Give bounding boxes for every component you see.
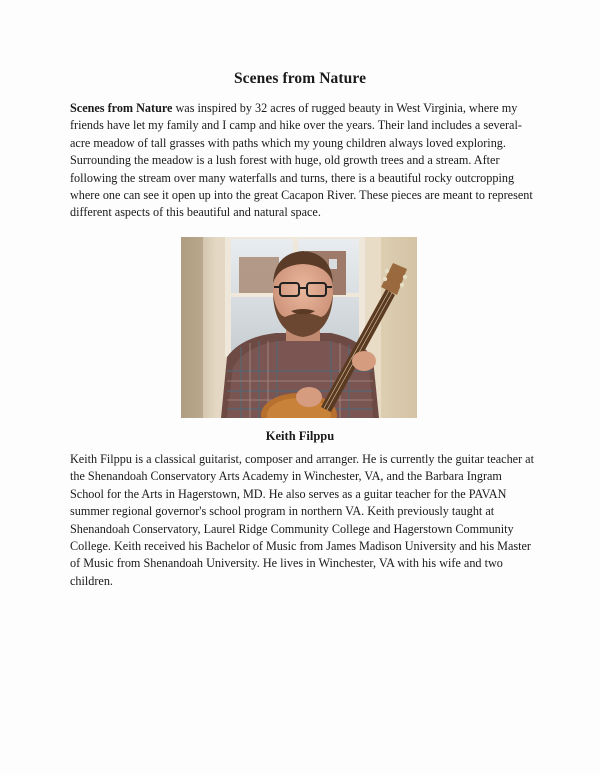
intro-text: was inspired by 32 acres of rugged beauty in West Virginia, where my friends have let my family and I camp and hike over the years. Their land includes a several-acre meadow of tall grasses with paths which my young children always loved exploring. Surrounding the meadow is a lush forest with huge, old growth trees and a stream. After following the stream over many waterfalls and turns, there is a beautiful rocky outcropping where one can see it open up into the great Cacapon River. These pieces are meant to represent different aspects of this beautiful and natural space.: [70, 101, 533, 220]
intro-lead: Scenes from Nature: [70, 101, 173, 115]
page-title: Scenes from Nature: [233, 70, 367, 87]
bio-paragraph: Keith Filppu is a classical guitarist, composer and arranger. He is currently the guitar teacher at the Shenandoah Conservatory Arts Academy in Winchester, VA, and the Barbara Ingram School for the Arts in Hagerstown, MD. He also serves as a guitar teacher for the PAVAN summer regional governor's school program in northern VA. Keith previously taught at Shenandoah Conservatory, Laurel Ridge Community College and Hagerstown Community College. Keith received his Bachelor of Music from James Madison University and his Master of Music from Shenandoah University. He lives in Winchester, VA with his wife and two children.: [70, 452, 534, 588]
portrait-photo: [181, 237, 417, 418]
intro-paragraph: [70, 100, 535, 222]
photo-caption: Keith Filppu: [265, 429, 335, 443]
